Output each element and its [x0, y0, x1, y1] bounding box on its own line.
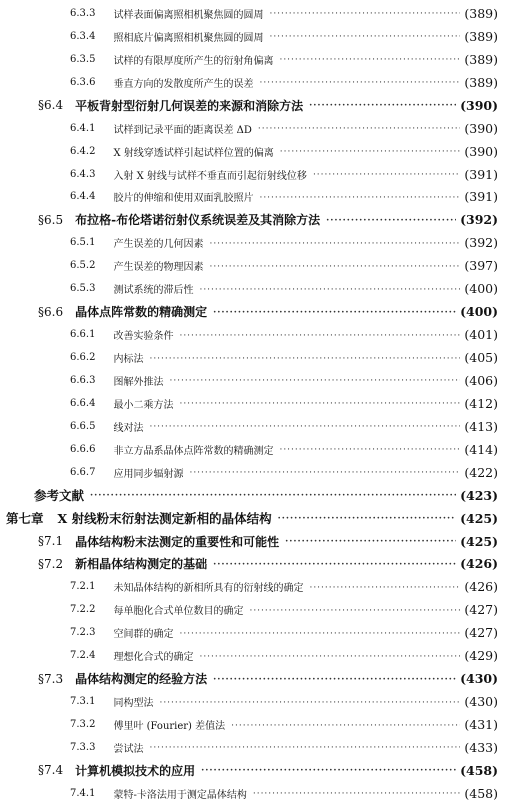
dot-leader [189, 468, 460, 478]
entry-title: 产生误差的几何因素 [113, 239, 204, 251]
entry-title: 照相底片偏离照相机聚焦圆的圆周 [113, 32, 264, 44]
entry-number: 6.6.7 [70, 466, 96, 478]
dot-leader [280, 147, 461, 157]
entry-page-number: (389) [464, 5, 498, 21]
dot-leader [199, 652, 460, 662]
dot-leader [179, 629, 460, 639]
toc-subsection-entry[interactable] [0, 25, 512, 48]
dot-leader [213, 560, 456, 570]
entry-number: 7.2.4 [70, 650, 96, 662]
entry-title: 图解外推法 [113, 376, 164, 388]
entry-number: 第七章 [6, 511, 44, 527]
entry-page-number: (390) [460, 97, 498, 113]
toc-subsection-entry[interactable] [0, 415, 512, 438]
entry-number: 6.6.1 [70, 329, 96, 341]
entry-page-number: (426) [464, 579, 498, 595]
toc-subsection-entry[interactable] [0, 782, 512, 805]
entry-number: 6.4.2 [70, 145, 96, 157]
toc-subsection-entry[interactable] [0, 254, 512, 277]
toc-subsection-entry[interactable] [0, 2, 512, 25]
entry-page-number: (431) [464, 717, 498, 733]
entry-number: 7.3.3 [70, 741, 96, 753]
entry-page-number: (397) [464, 258, 498, 274]
toc-subsection-entry[interactable] [0, 140, 512, 163]
entry-title: 应用同步辐射源 [113, 468, 184, 480]
entry-page-number: (391) [464, 166, 498, 182]
entry-page-number: (429) [464, 648, 498, 664]
dot-leader [249, 606, 460, 616]
entry-number: §7.3 [38, 671, 64, 686]
entry-number: 7.3.1 [70, 696, 96, 708]
toc-subsection-entry[interactable] [0, 277, 512, 300]
entry-number: 6.3.4 [70, 30, 96, 42]
dot-leader [269, 32, 460, 42]
dot-leader [258, 124, 461, 134]
entry-number: 6.5.2 [70, 260, 96, 272]
entry-page-number: (425) [460, 533, 498, 549]
dot-leader [159, 698, 460, 708]
dot-leader [259, 193, 460, 203]
dot-leader [179, 331, 460, 341]
entry-number: 6.5.3 [70, 283, 96, 295]
toc-subsection-entry[interactable] [0, 461, 512, 484]
dot-leader [309, 101, 456, 111]
entry-number: §7.4 [38, 763, 64, 778]
entry-page-number: (426) [460, 556, 498, 572]
entry-page-number: (389) [464, 28, 498, 44]
toc-subsection-entry[interactable] [0, 369, 512, 392]
entry-title: 线对法 [113, 422, 144, 434]
entry-number: 6.6.2 [70, 352, 96, 364]
dot-leader [309, 583, 460, 593]
toc-subsection-entry[interactable] [0, 713, 512, 736]
entry-title: 平板背射型衍射几何误差的来源和消除方法 [75, 98, 304, 113]
entry-number: 7.2.2 [70, 604, 96, 616]
entry-title: 新相晶体结构测定的基础 [75, 557, 208, 572]
toc-subsection-entry[interactable] [0, 644, 512, 667]
toc-subsection-entry[interactable] [0, 575, 512, 598]
dot-leader [199, 285, 460, 295]
entry-title: 参考文献 [34, 488, 85, 504]
toc-section-entry[interactable] [0, 759, 512, 782]
entry-number: 6.4.1 [70, 122, 96, 134]
entry-number: 6.5.1 [70, 237, 96, 249]
entry-number: 6.6.3 [70, 374, 96, 386]
toc-subsection-entry[interactable] [0, 690, 512, 713]
dot-leader [209, 262, 460, 272]
toc-section-entry[interactable] [0, 94, 512, 117]
toc-section-entry[interactable] [0, 667, 512, 690]
entry-number: 6.3.6 [70, 76, 96, 88]
entry-number: 6.3.3 [70, 7, 96, 19]
entry-title: X 射线粉末衍射法测定新相的晶体结构 [57, 511, 272, 527]
dot-leader [90, 491, 456, 501]
dot-leader [149, 354, 460, 364]
toc-section-entry[interactable] [0, 530, 512, 553]
dot-leader [213, 308, 456, 318]
entry-title: 尝试法 [113, 743, 144, 755]
entry-title: 晶体点阵常数的精确测定 [75, 305, 208, 320]
toc-subsection-entry[interactable] [0, 48, 512, 71]
dot-leader [213, 675, 456, 685]
entry-page-number: (392) [464, 235, 498, 251]
entry-page-number: (400) [464, 281, 498, 297]
toc-subsection-entry[interactable] [0, 621, 512, 644]
entry-number: §7.2 [38, 556, 64, 571]
toc-section-entry[interactable] [0, 553, 512, 576]
toc-subsection-entry[interactable] [0, 392, 512, 415]
entry-title: 试样表面偏离照相机聚焦圆的圆周 [113, 9, 264, 21]
entry-page-number: (427) [464, 602, 498, 618]
entry-title: X 射线穿透试样引起试样位置的偏离 [113, 147, 274, 159]
entry-title: 入射 X 射线与试样不垂直而引起衍射线位移 [113, 170, 307, 182]
entry-title: 胶片的伸缩和使用双面乳胶照片 [113, 193, 254, 205]
entry-number: 7.2.3 [70, 627, 96, 639]
entry-page-number: (392) [460, 212, 498, 228]
dot-leader [269, 9, 460, 19]
entry-page-number: (412) [464, 395, 498, 411]
entry-page-number: (458) [464, 785, 498, 801]
entry-title: 非立方晶系晶体点阵常数的精确测定 [113, 445, 274, 457]
toc-subsection-entry[interactable] [0, 598, 512, 621]
toc-subsection-entry[interactable] [0, 71, 512, 94]
dot-leader [285, 537, 456, 547]
entry-number: §6.6 [38, 304, 64, 319]
toc-subsection-entry[interactable] [0, 186, 512, 209]
entry-title: 晶体结构粉末法测定的重要性和可能性 [75, 534, 280, 549]
entry-page-number: (390) [464, 120, 498, 136]
dot-leader [169, 376, 460, 386]
entry-title: 计算机模拟技术的应用 [75, 763, 196, 778]
entry-title: 每单胞化合式单位数目的确定 [113, 606, 244, 618]
entry-page-number: (389) [464, 51, 498, 67]
entry-number: 6.4.3 [70, 168, 96, 180]
dot-leader [279, 55, 460, 65]
entry-title: 垂直方向的发散度所产生的误差 [113, 78, 254, 90]
dot-leader [259, 78, 460, 88]
entry-page-number: (427) [464, 625, 498, 641]
entry-title: 晶体结构测定的经验方法 [75, 672, 208, 687]
entry-page-number: (389) [464, 74, 498, 90]
toc-section-entry[interactable] [0, 208, 512, 231]
toc-subsection-entry[interactable] [0, 438, 512, 461]
entry-number: §6.5 [38, 212, 64, 227]
entry-title: 最小二乘方法 [113, 399, 174, 411]
dot-leader [278, 514, 457, 524]
toc-chapter-entry[interactable] [0, 507, 512, 530]
dot-leader [313, 170, 460, 180]
entry-page-number: (400) [460, 304, 498, 320]
dot-leader [149, 422, 460, 432]
entry-number: 6.4.4 [70, 191, 96, 203]
entry-page-number: (414) [464, 441, 498, 457]
toc-subsection-entry[interactable] [0, 163, 512, 186]
entry-title: 试样的有限厚度所产生的衍射角偏离 [113, 55, 274, 67]
entry-page-number: (405) [464, 350, 498, 366]
dot-leader [201, 766, 456, 776]
entry-number: 6.6.6 [70, 443, 96, 455]
dot-leader [253, 789, 461, 799]
entry-page-number: (422) [464, 464, 498, 480]
entry-number: 7.3.2 [70, 719, 96, 731]
entry-number: §7.1 [38, 534, 64, 549]
toc-references-entry[interactable] [0, 484, 512, 507]
toc-subsection-entry[interactable] [0, 117, 512, 140]
entry-page-number: (391) [464, 189, 498, 205]
toc-section-entry[interactable] [0, 300, 512, 323]
entry-page-number: (413) [464, 418, 498, 434]
entry-title: 同构型法 [113, 698, 154, 710]
entry-number: 6.6.5 [70, 420, 96, 432]
toc-subsection-entry[interactable] [0, 323, 512, 346]
entry-title: 产生误差的物理因素 [113, 262, 204, 274]
dot-leader [279, 445, 460, 455]
entry-page-number: (430) [464, 694, 498, 710]
entry-number: 7.4.1 [70, 787, 96, 799]
toc-subsection-entry[interactable] [0, 231, 512, 254]
toc-subsection-entry[interactable] [0, 346, 512, 369]
entry-page-number: (430) [460, 671, 498, 687]
entry-page-number: (433) [464, 739, 498, 755]
entry-title: 布拉格-布伦塔诺衍射仪系统误差及其消除方法 [75, 213, 321, 228]
entry-number: §6.4 [38, 98, 64, 113]
entry-page-number: (390) [464, 143, 498, 159]
entry-number: 6.6.4 [70, 397, 96, 409]
entry-page-number: (423) [460, 487, 498, 503]
entry-number: 7.2.1 [70, 581, 96, 593]
entry-title: 理想化合式的确定 [113, 652, 194, 664]
entry-number: 6.3.5 [70, 53, 96, 65]
entry-title: 蒙特-卡洛法用于测定晶体结构 [113, 789, 247, 801]
entry-title: 未知晶体结构的新相所具有的衍射线的确定 [113, 583, 304, 595]
entry-title: 空间群的确定 [113, 629, 174, 641]
entry-page-number: (406) [464, 372, 498, 388]
entry-title: 内标法 [113, 354, 144, 366]
dot-leader [209, 239, 460, 249]
entry-title: 改善实验条件 [113, 331, 174, 343]
dot-leader [149, 743, 460, 753]
dot-leader [326, 216, 456, 226]
toc-subsection-entry[interactable] [0, 736, 512, 759]
entry-title: 傅里叶 (Fourier) 差值法 [113, 721, 226, 733]
entry-page-number: (401) [464, 327, 498, 343]
table-of-contents [0, 2, 512, 805]
entry-page-number: (458) [460, 762, 498, 778]
entry-page-number: (425) [460, 510, 498, 526]
dot-leader [179, 399, 460, 409]
entry-title: 试样到记录平面的距离误差 ΔD [113, 124, 252, 136]
entry-title: 测试系统的滞后性 [113, 285, 194, 297]
